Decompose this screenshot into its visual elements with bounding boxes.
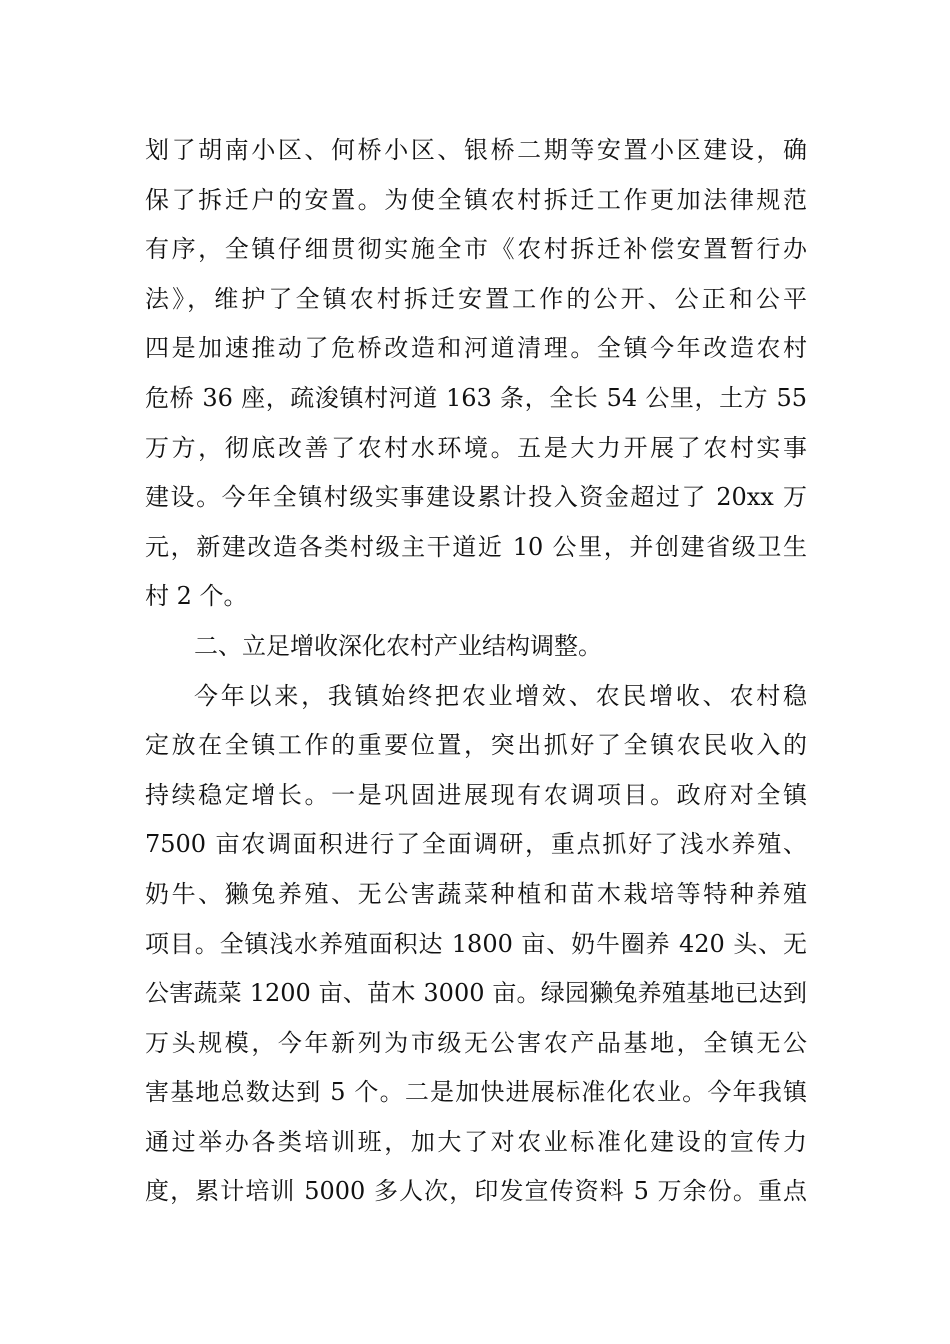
text-line: 保了拆迁户的安置。为使全镇农村拆迁工作更加法律规范 xyxy=(145,185,807,214)
text-line: 奶牛、獭兔养殖、无公害蔬菜种植和苗木栽培等特种养殖 xyxy=(145,879,807,908)
text-line: 有序，全镇仔细贯彻实施全市《农村拆迁补偿安置暂行办 xyxy=(145,235,807,264)
text-line: 村 2 个。 xyxy=(145,582,248,611)
text-line: 元，新建改造各类村级主干道近 10 公里，并创建省级卫生 xyxy=(145,532,807,561)
text-line: 度，累计培训 5000 多人次，印发宣传资料 5 万余份。重点 xyxy=(145,1177,807,1206)
text-line: 持续稳定增长。一是巩固进展现有农调项目。政府对全镇 xyxy=(145,780,807,809)
text-line: 7500 亩农调面积进行了全面调研，重点抓好了浅水养殖、 xyxy=(145,830,807,859)
body-text xyxy=(0,126,950,1217)
text-line: 万头规模，今年新列为市级无公害农产品基地，全镇无公 xyxy=(145,1028,807,1057)
text-line: 公害蔬菜 1200 亩、苗木 3000 亩。绿园獭兔养殖基地已达到 xyxy=(145,979,807,1008)
text-line: 四是加速推动了危桥改造和河道清理。全镇今年改造农村 xyxy=(145,334,807,363)
text-line: 划了胡南小区、何桥小区、银桥二期等安置小区建设，确 xyxy=(145,136,807,164)
text-line: 建设。今年全镇村级实事建设累计投入资金超过了 20xx 万 xyxy=(145,483,807,512)
text-line: 万方，彻底改善了农村水环境。五是大力开展了农村实事 xyxy=(145,433,807,462)
text-line: 法》，维护了全镇农村拆迁安置工作的公开、公正和公平 xyxy=(145,284,807,313)
text-line: 危桥 36 座，疏浚镇村河道 163 条，全长 54 公里，土方 55 xyxy=(145,383,807,412)
text-line: 今年以来，我镇始终把农业增效、农民增收、农村稳 xyxy=(194,681,807,710)
text-line: 项目。全镇浅水养殖面积达 1800 亩、奶牛圈养 420 头、无 xyxy=(145,929,807,958)
text-line: 通过举办各类培训班，加大了对农业标准化建设的宣传力 xyxy=(145,1127,807,1156)
text-line: 害基地总数达到 5 个。二是加快进展标准化农业。今年我镇 xyxy=(145,1078,807,1107)
text-line: 定放在全镇工作的重要位置，突出抓好了全镇农民收入的 xyxy=(145,731,807,760)
section-heading: 二、立足增收深化农村产业结构调整。 xyxy=(194,631,602,660)
